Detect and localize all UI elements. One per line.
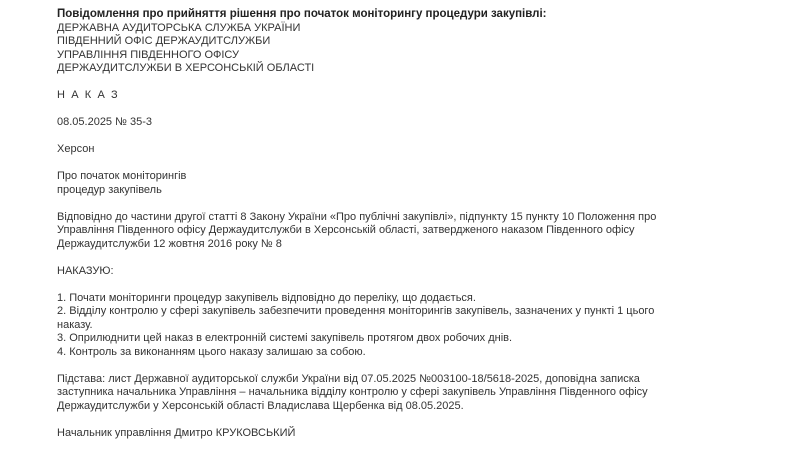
order-city: Херсон	[57, 143, 95, 155]
org-line: УПРАВЛІННЯ ПІВДЕННОГО ОФІСУ	[57, 48, 239, 61]
preamble-line: Відповідно до частини другої статті 8 Закону України «Про публічні закупівлі», підпункту 15 пункту 10 Положення про	[57, 210, 657, 223]
order-item: наказу.	[57, 318, 93, 331]
preamble-line: Держаудитслужби 12 жовтня 2016 року № 8	[57, 237, 282, 250]
preamble-line: Управління Південного офісу Держаудитслужби в Херсонській області, затвердженого наказом Південного офісу	[57, 224, 635, 236]
order-word: НАКАЗУЮ:	[57, 264, 114, 277]
org-line: ПІВДЕННИЙ ОФІС ДЕРЖАУДИТСЛУЖБИ	[57, 35, 271, 47]
basis-line: Держаудитслужби у Херсонській області Владислава Щербенка від 08.05.2025.	[57, 399, 464, 412]
org-line: ДЕРЖАУДИТСЛУЖБИ В ХЕРСОНСЬКІЙ ОБЛАСТІ	[57, 62, 315, 74]
order-heading: Н А К А З	[57, 89, 120, 101]
basis-line: Підстава: лист Державної аудиторської служби України від 07.05.2025 №003100-18/5618-2025, доповідна записка	[57, 372, 640, 385]
order-subject-line: процедур закупівель	[57, 183, 162, 196]
order-date-number: 08.05.2025 № 35-3	[57, 116, 152, 128]
order-subject-line: Про початок моніторингів	[57, 170, 187, 182]
monitoring-notice-document	[57, 8, 667, 440]
order-item: 1. Почати моніторинги процедур закупівель відповідно до переліку, що додається.	[57, 291, 476, 304]
org-line: ДЕРЖАВНА АУДИТОРСЬКА СЛУЖБА УКРАЇНИ	[57, 21, 301, 34]
basis-line: заступника начальника Управління – начальника відділу контролю у сфері закупівель Управління Південного офісу	[57, 386, 648, 398]
signature-line: Начальник управління Дмитро КРУКОВСЬКИЙ	[57, 426, 296, 439]
notice-title: Повідомлення про прийняття рішення про початок моніторингу процедури закупівлі:	[57, 8, 547, 20]
order-item: 4. Контроль за виконанням цього наказу залишаю за собою.	[57, 345, 366, 358]
order-item: 3. Оприлюднити цей наказ в електронній системі закупівель протягом двох робочих днів.	[57, 332, 513, 344]
order-item: 2. Відділу контролю у сфері закупівель забезпечити проведення моніторингів закупівель, зазначених у пункті 1 цього	[57, 305, 655, 317]
